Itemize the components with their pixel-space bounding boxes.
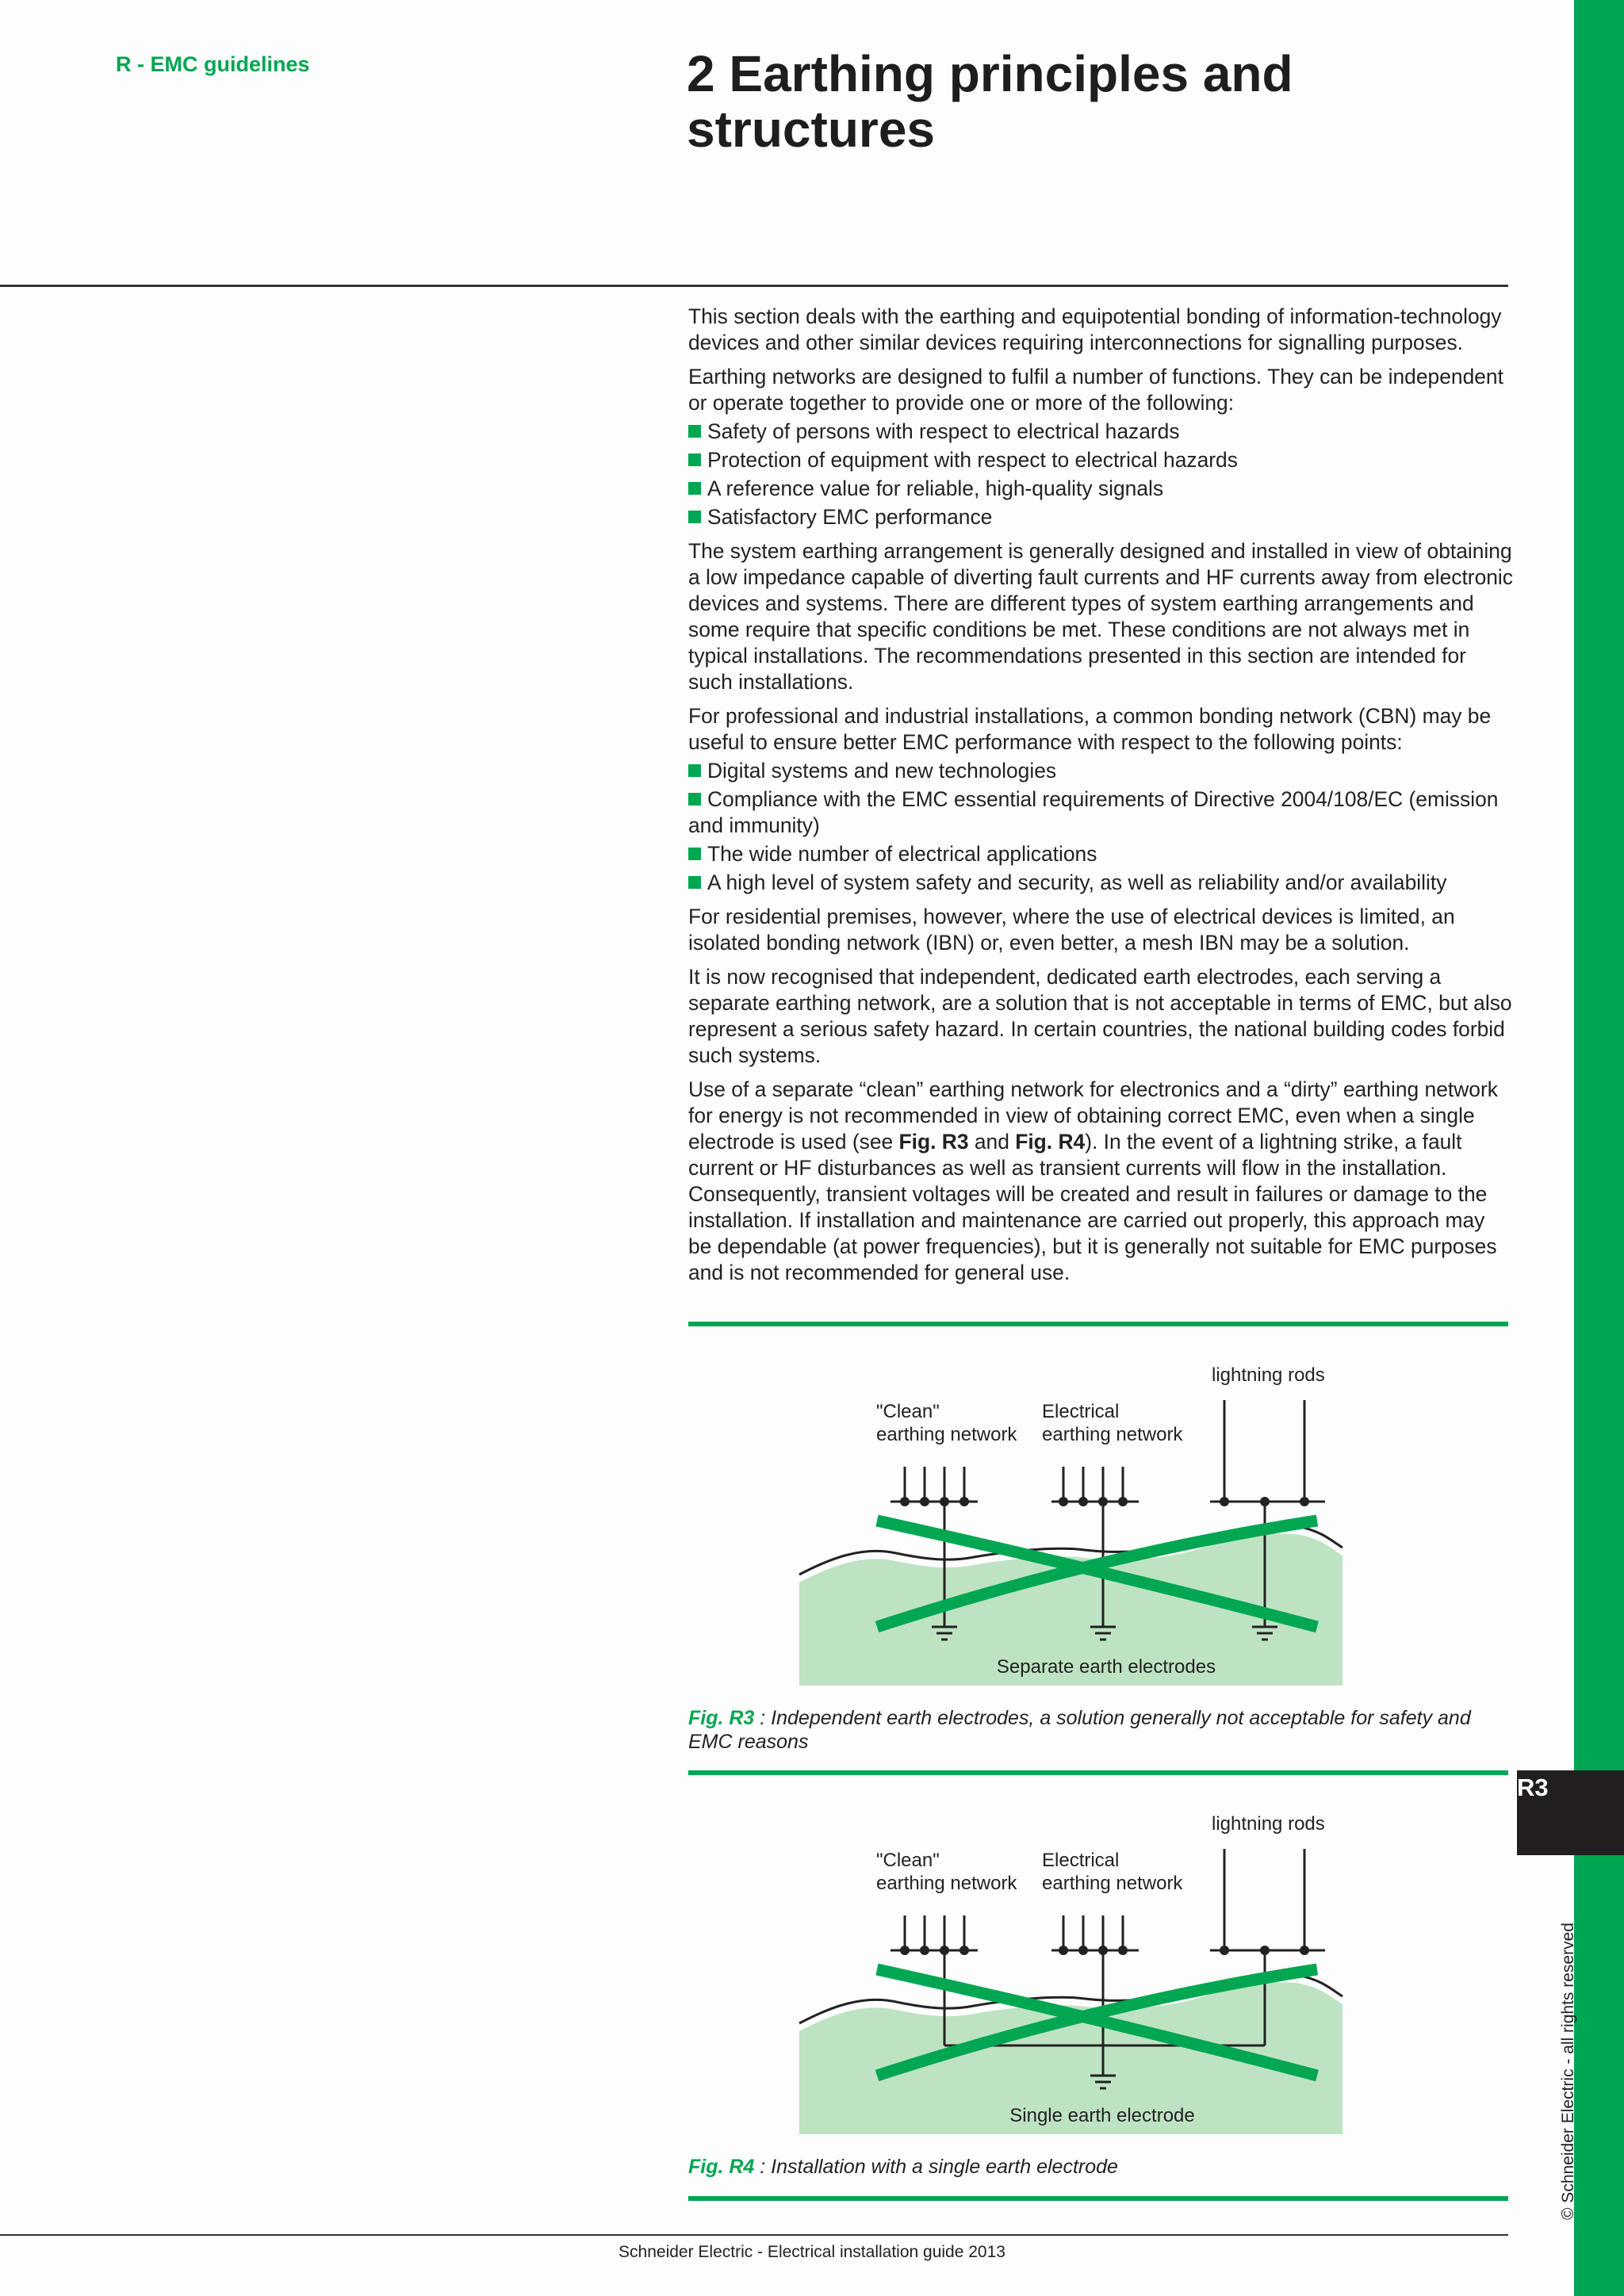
list-item: Satisfactory EMC performance [688,504,1513,530]
figure-r3-caption: Fig. R3 : Independent earth electrodes, a solution generally not acceptable for safety and EMC reasons [688,1707,1471,1753]
list-item: The wide number of electrical applications [688,841,1513,867]
electrical-network-label: Electrical [1042,1850,1120,1871]
paragraph: Earthing networks are designed to fulfil a number of functions. They can be independent or operate together to provide one or more of the following: [688,365,1503,415]
figure-r4-caption: Fig. R4 : Installation with a single earth electrode [688,2156,1118,2178]
paragraph: Use of a separate “clean” earthing network for electronics and a “dirty” earthing network for energy is not recommended in view of obtaining correct EMC, even when a single electrode is used (see Fig. R3 and Fig. R4). In the event of a lightning strike, a fault current or HF disturbances as well as transient currents will flow in the installation. Consequently, transient voltages will be created and result in failures or damage to the installation. If installation and maintenance are carried out properly, this approach may be dependable (at power frequencies), but it is generally not suitable for EMC purposes and is not recommended for general use. [688,1077,1498,1284]
clean-network-label: "Clean" [876,1850,940,1871]
paragraph: For residential premises, however, where the use of electrical devices is limited, an isolated bonding network (IBN) or, even better, a mesh IBN may be a solution. [688,905,1455,955]
bullet-square-icon [688,511,701,523]
copyright-notice: © Schneider Electric - all rights reserved [1559,1923,1577,2220]
paragraph: The system earthing arrangement is generally designed and installed in view of obtaining a low impedance capable of diverting fault currents and HF currents away from electronic devices and systems. There are different types of system earthing arrangements and some require that specific conditions be met. These conditions are not always met in typical installations. The recommendations presented in this section are intended for such installations. [688,539,1513,694]
electrical-network-label: Electrical [1042,1401,1120,1422]
list-item: Compliance with the EMC essential requirements of Directive 2004/108/EC (emission and immunity) [688,787,1499,837]
figure-r3-diagram [688,1340,1508,1689]
bullet-square-icon [688,482,701,495]
list-item: A reference value for reliable, high-quality signals [688,476,1513,502]
electrical-network-label: earthing network [1042,1873,1183,1894]
chapter-title: 2 Earthing principles and structures [687,45,1293,159]
body-text [688,304,1513,1294]
figure-r3 [688,1340,1508,1689]
figure-number: Fig. R3 [688,1707,755,1729]
bullet-square-icon [688,848,701,860]
ground-label: Separate earth electrodes [996,1656,1216,1678]
figure-rule [688,2196,1508,2201]
list-item: A high level of system safety and security, as well as reliability and/or availability [688,870,1513,896]
page-number: R3 [1517,1774,1549,1801]
figure-reference: Fig. R4 [1015,1130,1086,1154]
bullet-square-icon [688,764,701,777]
figure-r4-diagram [688,1789,1508,2137]
lightning-rods-label: lightning rods [1212,1364,1325,1386]
bullet-square-icon [688,793,701,806]
footer-divider [0,2234,1508,2236]
page-number-box [1517,1770,1624,1855]
side-green-band [1574,0,1624,2296]
section-label: R - EMC guidelines [116,52,310,76]
list-item: Digital systems and new technologies [688,758,1513,784]
figure-r4 [688,1789,1508,2137]
ground-label: Single earth electrode [1009,2105,1195,2126]
bullet-square-icon [688,876,701,889]
bullet-square-icon [688,453,701,466]
paragraph: It is now recognised that independent, dedicated earth electrodes, each serving a separate earthing network, are a solution that is not acceptable in terms of EMC, but also represent a serious safety hazard. In certain countries, the national building codes forbid such systems. [688,965,1512,1067]
clean-network-label: earthing network [876,1424,1017,1445]
figure-rule [688,1770,1508,1775]
clean-network-label: earthing network [876,1873,1017,1894]
list-item: Protection of equipment with respect to electrical hazards [688,447,1513,473]
electrical-network-label: earthing network [1042,1424,1183,1445]
figure-rule [688,1322,1508,1326]
clean-network-label: "Clean" [876,1401,940,1422]
lightning-rods-label: lightning rods [1212,1813,1325,1835]
bullet-square-icon [688,425,701,438]
figure-reference: Fig. R3 [898,1130,969,1154]
footer-text: Schneider Electric - Electrical installation guide 2013 [619,2243,1005,2261]
list-item: Safety of persons with respect to electrical hazards [688,419,1513,445]
paragraph: For professional and industrial installations, a common bonding network (CBN) may be useful to ensure better EMC performance with respect to the following points: [688,704,1492,754]
figure-number: Fig. R4 [688,2156,755,2178]
paragraph: This section deals with the earthing and equipotential bonding of information-technology devices and other similar devices requiring interconnections for signalling purposes. [688,304,1502,354]
header-divider [0,285,1508,287]
